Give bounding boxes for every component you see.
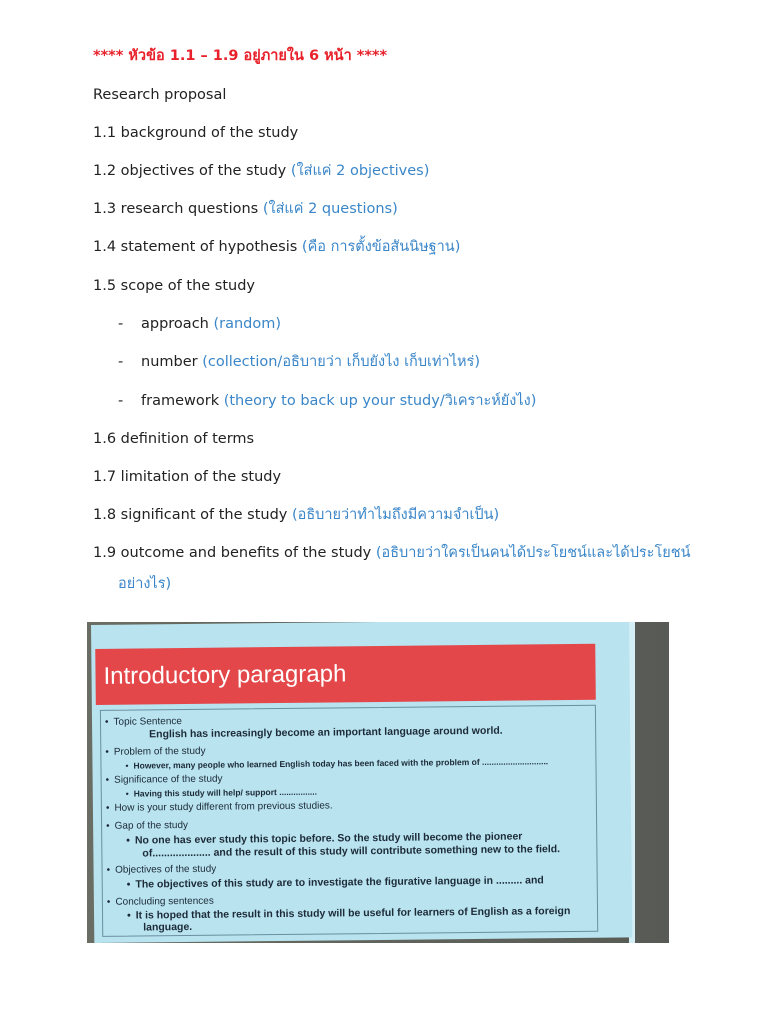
- list-item: [93, 237, 460, 257]
- item-text: research questions: [120, 201, 259, 217]
- slide-bullet: • Gap of the study: [106, 820, 188, 832]
- sub-item-note: (theory to back up your study/วิเคราะห์ยังไง): [223, 393, 537, 409]
- item-note: (ใส่แค่ 2 objectives): [290, 163, 430, 179]
- item-note: (อธิบายว่าใครเป็นคนได้ประโยชน์และได้ประโยชน์: [375, 545, 691, 561]
- slide: [91, 622, 632, 943]
- list-item: [93, 429, 254, 449]
- item-text: definition of terms: [120, 431, 255, 447]
- sub-item-note: (collection/อธิบายว่า เก็บยังไง เก็บเท่าไหร่): [202, 354, 480, 370]
- list-item: [93, 467, 281, 487]
- item-text: significant of the study: [120, 507, 288, 523]
- slide-sub-text: • However, many people who learned English today has been faced with the problem of ............................: [125, 756, 548, 770]
- slide-title: Introductory paragraph: [103, 660, 347, 690]
- slide-content-box: [100, 705, 598, 937]
- dash-bullet: -: [118, 393, 124, 409]
- slide-sub-text: English has increasingly become an important language around world.: [149, 724, 503, 741]
- item-text: outcome and benefits of the study: [120, 545, 372, 561]
- item-number: 1.2: [93, 163, 117, 179]
- list-item: [93, 543, 691, 563]
- slide-header-bar: [95, 644, 596, 705]
- slide-sub-text: • Having this study will help/ support ................: [126, 787, 317, 799]
- slide-bullet: • Concluding sentences: [107, 896, 214, 908]
- list-item: [93, 505, 499, 525]
- slide-sub-text: language.: [143, 920, 193, 934]
- page-title: Research proposal: [93, 87, 227, 103]
- sub-item-text: approach: [141, 316, 209, 332]
- slide-sub-text: • The objectives of this study are to investigate the figurative language in ......... and: [127, 874, 544, 890]
- item-text: scope of the study: [120, 278, 256, 294]
- list-item: [93, 276, 255, 296]
- item-number: 1.5: [93, 278, 117, 294]
- slide-bullet: • How is your study different from previous studies.: [106, 800, 333, 813]
- item-number: 1.3: [93, 201, 117, 217]
- sub-list-item: [93, 352, 693, 372]
- item-text: limitation of the study: [120, 469, 282, 485]
- sub-item-text: number: [141, 354, 198, 370]
- dash-bullet: -: [118, 316, 124, 332]
- item-text: statement of hypothesis: [120, 239, 298, 255]
- slide-bullet: • Problem of the study: [105, 746, 205, 758]
- sub-list-item: [93, 391, 693, 411]
- list-item: [93, 123, 298, 143]
- slide-sub-text: of.................... and the result of this study will contribute something new to the field.: [142, 843, 561, 860]
- list-item: [93, 161, 429, 181]
- sub-item-text: framework: [141, 393, 220, 409]
- item-note: (คือ การตั้งข้อสันนิษฐาน): [301, 239, 461, 255]
- sub-list-item: [93, 314, 693, 334]
- item-number: 1.6: [93, 431, 117, 447]
- page-length-note: **** หัวข้อ 1.1 – 1.9 อยู่ภายใน 6 หน้า ****: [93, 48, 388, 64]
- item-number: 1.9: [93, 545, 117, 561]
- item-number: 1.8: [93, 507, 117, 523]
- item-note-continued: อย่างไร): [118, 576, 172, 592]
- slide-bullet: • Topic Sentence: [105, 716, 182, 728]
- slide-photo: [87, 622, 669, 943]
- slide-sub-text: • No one has ever study this topic before. So the study will become the pioneer: [126, 830, 522, 846]
- list-item: [93, 199, 398, 219]
- item-text: objectives of the study: [120, 163, 287, 179]
- item-number: 1.7: [93, 469, 117, 485]
- item-note: (อธิบายว่าทำไมถึงมีความจำเป็น): [291, 507, 500, 523]
- item-text: background of the study: [120, 125, 299, 141]
- dash-bullet: -: [118, 354, 124, 370]
- item-number: 1.4: [93, 239, 117, 255]
- sub-item-note: (random): [213, 316, 282, 332]
- slide-sub-text: • It is hoped that the result in this study will be useful for learners of English as a foreign: [127, 905, 570, 922]
- slide-bullet: • Significance of the study: [106, 774, 223, 786]
- item-note: (ใส่แค่ 2 questions): [262, 201, 398, 217]
- item-number: 1.1: [93, 125, 117, 141]
- slide-bullet: • Objectives of the study: [107, 864, 217, 876]
